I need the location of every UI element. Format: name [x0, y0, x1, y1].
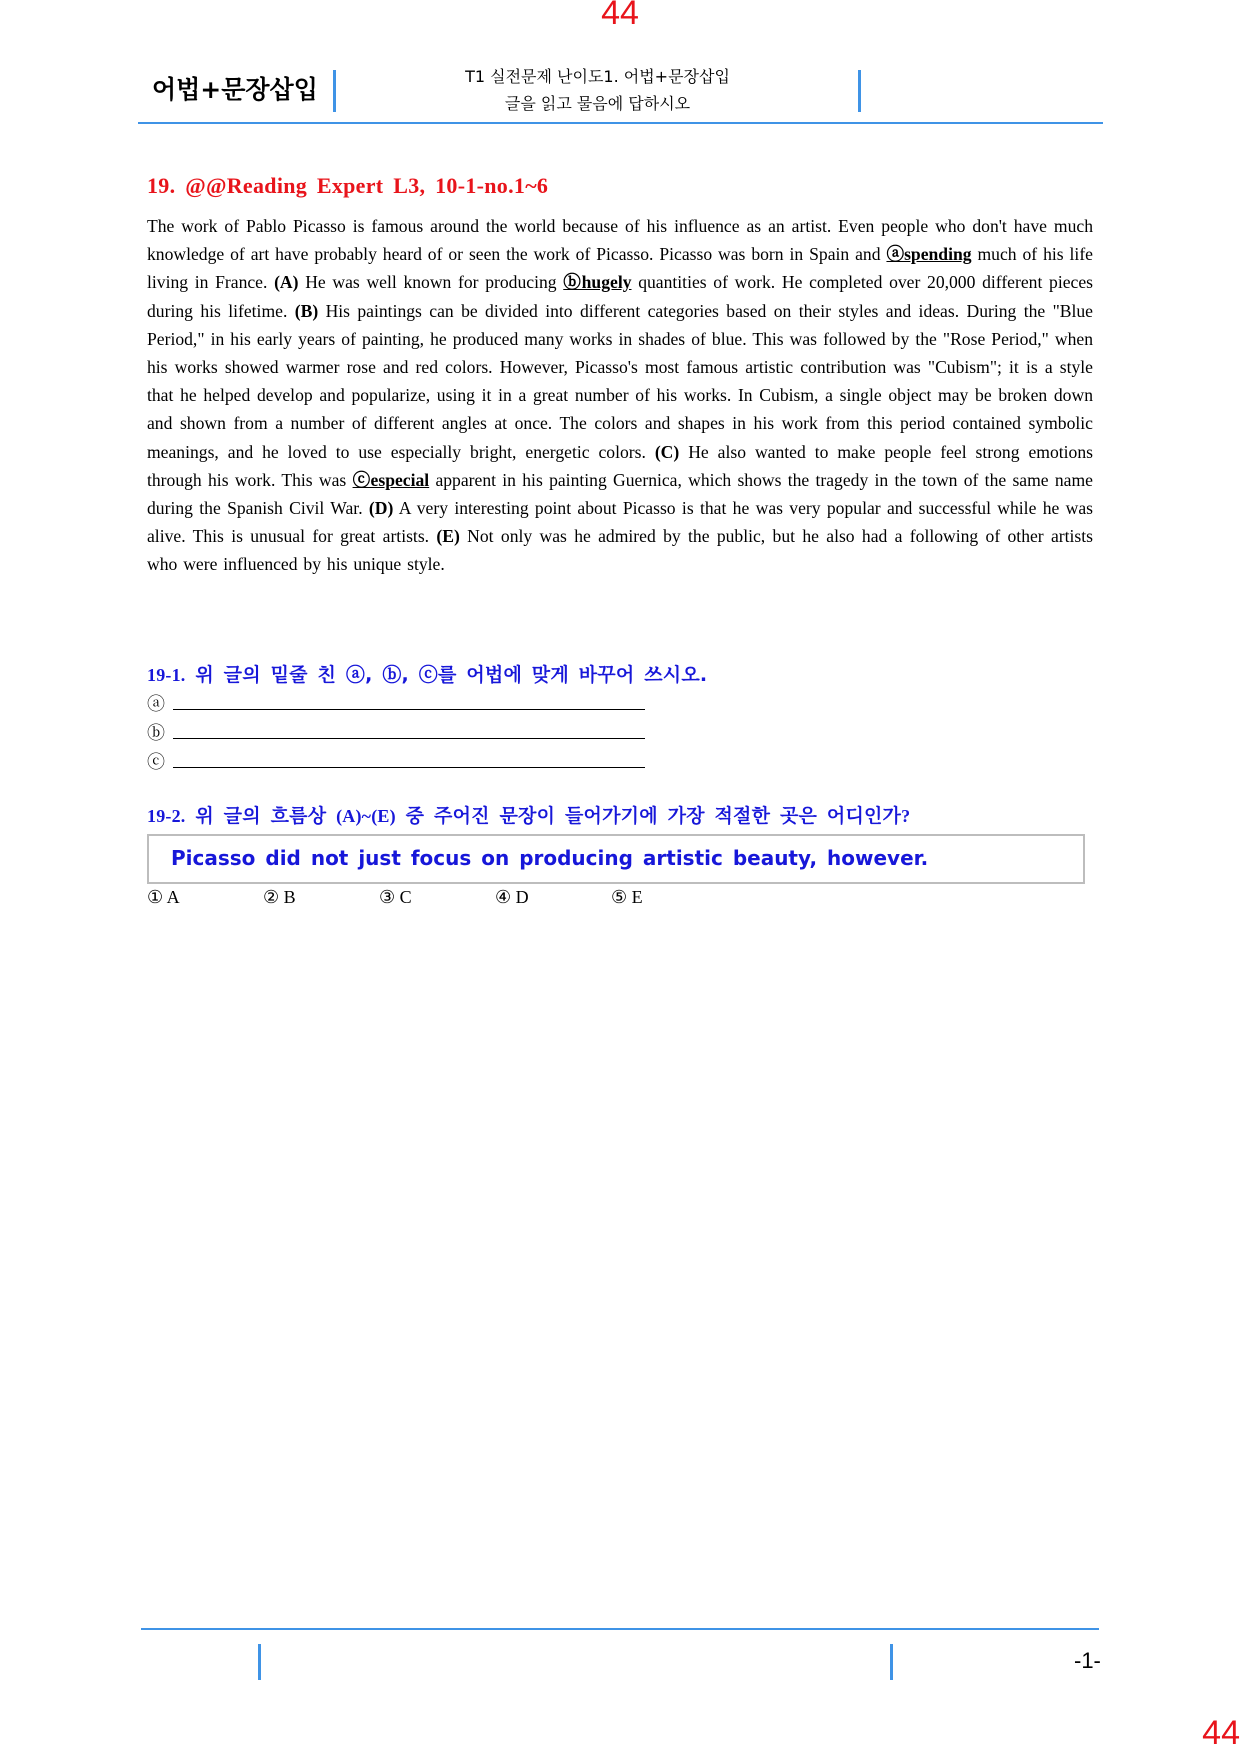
insert-marker-a: (A): [274, 272, 299, 293]
answer-line-b[interactable]: [147, 720, 645, 746]
sub-question-2-text: 중 주어진 문장이 들어가기에 가장 적절한 곳은 어디인가: [395, 805, 902, 827]
sub-question-2-qmark: ?: [901, 806, 911, 826]
passage-text: quantities of work. He completed over 20,000 different pieces during his lifetime.: [147, 272, 1093, 321]
passage-text: much of his life living in France.: [147, 244, 1093, 293]
answer-label-c: ⓒ: [147, 752, 165, 772]
answer-blank-b[interactable]: [173, 720, 645, 739]
header-line-1: T1 실전문제 난이도1. 어법+문장삽입: [465, 67, 730, 86]
insert-marker-e: (E): [436, 526, 460, 547]
insert-marker-d: (D): [368, 498, 394, 519]
choice-2[interactable]: ② B: [263, 887, 296, 907]
sub-question-2-title: [147, 801, 910, 828]
passage-text: His paintings can be divided into different categories based on their styles and ideas. During the "Blue Period," in his early years of painting, he produced many works in shades of blue. This was followed by the "Rose Period," when his works showed warmer rose and red colors. However, Picasso's most famous artistic contribution was "Cubism"; it is a style that he helped develop and popularize, using it in a great number of his works. In Cubism, a single object may be broken down and shown from a number of different angles at once. The colors and shapes in his work from this period contained symbolic meanings, and he loved to use especially bright, energetic colors.: [147, 300, 1093, 462]
choice-3[interactable]: ③ C: [379, 887, 412, 907]
sub-question-2-range: (A)~(E): [336, 806, 396, 826]
header-divider-left: [333, 70, 336, 112]
passage-text: Not only was he admired by the public, but he also had a following of other artists who were influenced by his unique style.: [147, 526, 1094, 575]
underlined-word-b: ⓑhugely: [563, 272, 632, 293]
sub-question-2-number: 19-2.: [147, 806, 186, 826]
answer-blank-a[interactable]: [173, 691, 645, 710]
passage-text: The work of Pablo Picasso is famous around the world because of his influence as an artist. Even people who don't have much knowledge of art have probably heard of or seen the work of Picasso. Picasso was born in Spain and: [147, 216, 1093, 265]
footer-rule: [141, 1628, 1099, 1630]
footer-divider-left: [258, 1644, 261, 1680]
footer-divider-right: [890, 1644, 893, 1680]
insert-marker-b: (B): [294, 300, 319, 321]
answer-blank-c[interactable]: [173, 749, 645, 768]
answer-choices: [147, 884, 727, 910]
passage-text: apparent in his painting Guernica, which shows the tragedy in the town of the same name during the Spanish Civil War.: [147, 469, 1093, 519]
insert-marker-c: (C): [654, 441, 680, 462]
page-number-top: 44: [601, 0, 639, 32]
passage-text: He also wanted to make people feel strong emotions through his work. This was: [147, 441, 1093, 490]
sub-question-2-text: 위 글의 흐름상: [185, 805, 337, 827]
reading-passage: [147, 212, 1093, 579]
header-divider-right: [858, 70, 861, 112]
underlined-word-a: ⓐspending: [886, 244, 972, 265]
header-rule: [138, 122, 1103, 124]
page-number-bottom: 44: [1202, 1714, 1240, 1752]
passage-text: He was well known for producing: [298, 272, 564, 293]
sub-question-1-number: 19-1.: [147, 665, 186, 685]
answer-label-b: ⓑ: [147, 723, 165, 743]
footer-page-label: -1-: [1074, 1648, 1101, 1673]
passage-text: A very interesting point about Picasso is that he was very popular and successful while he was alive. This is unusual for great artists.: [147, 498, 1093, 547]
header-line-2: 글을 읽고 물음에 답하시오: [504, 94, 691, 113]
choice-5[interactable]: ⑤ E: [611, 887, 643, 907]
choice-4[interactable]: ④ D: [495, 887, 529, 907]
question-title: 19. @@Reading Expert L3, 10-1-no.1~6: [147, 173, 549, 198]
section-title: 어법+문장삽입: [152, 75, 318, 104]
given-sentence: Picasso did not just focus on producing artistic beauty, however.: [171, 846, 929, 870]
answer-label-a: ⓐ: [147, 694, 165, 714]
header-instructions: [340, 63, 855, 117]
answer-line-c[interactable]: [147, 749, 645, 775]
choice-1[interactable]: ① A: [147, 887, 180, 907]
given-sentence-box: [147, 834, 1085, 884]
underlined-word-c: ⓒespecial: [352, 469, 430, 490]
answer-line-a[interactable]: [147, 691, 645, 717]
sub-question-1-text: 위 글의 밑줄 친 ⓐ, ⓑ, ⓒ를 어법에 맞게 바꾸어 쓰시오.: [185, 664, 708, 686]
sub-question-1-title: [147, 660, 707, 687]
